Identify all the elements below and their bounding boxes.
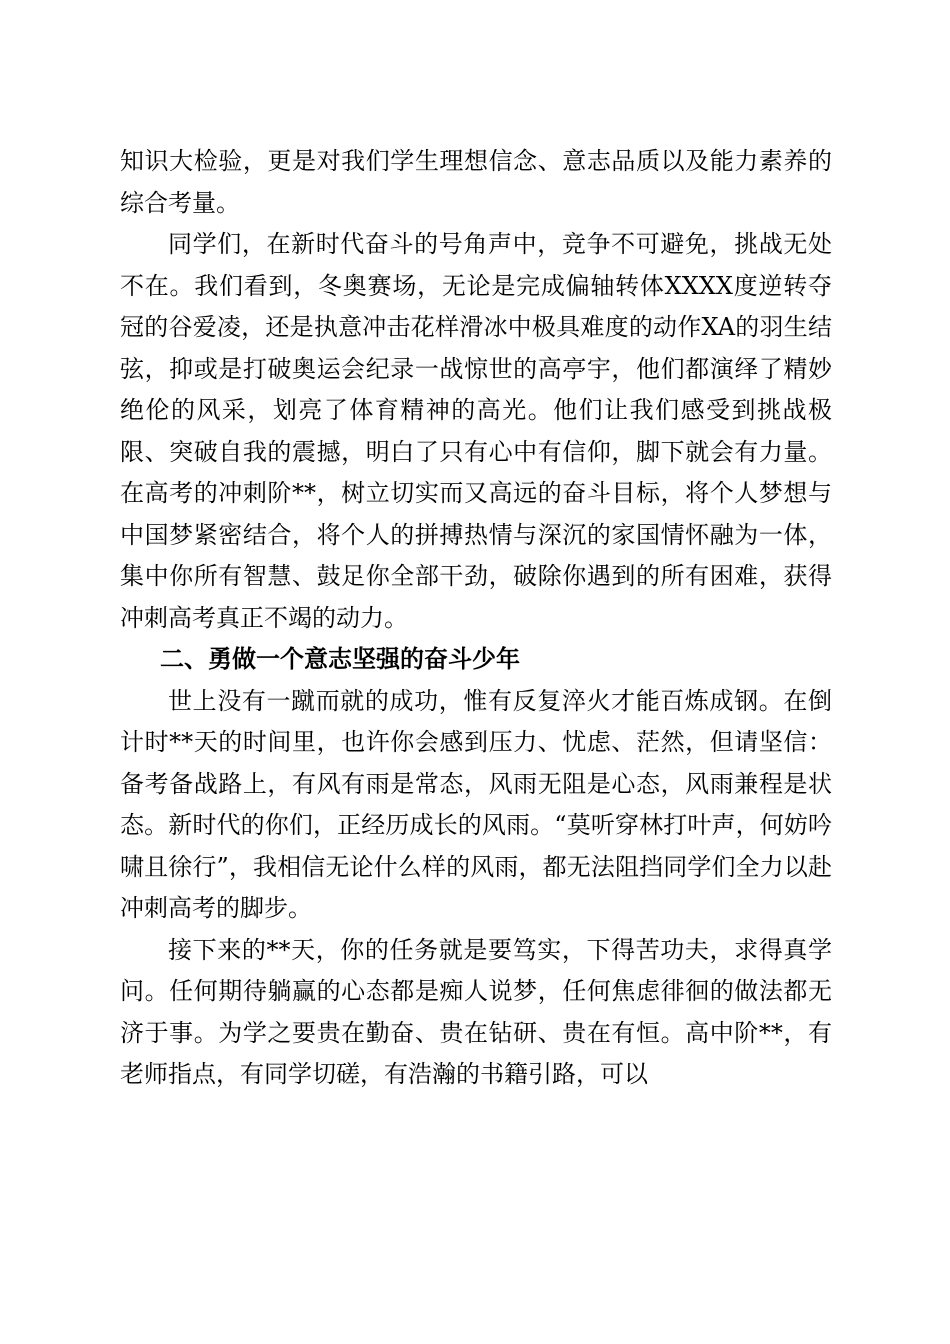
section-heading: 二、勇做一个意志坚强的奋斗少年	[160, 645, 520, 673]
paragraph-continued: 知识大检验，更是对我们学生理想信念、意志品质以及能力素养的综合考量。	[120, 147, 832, 217]
document-body	[120, 141, 832, 1096]
paragraph-challenge: 同学们，在新时代奋斗的号角声中，竞争不可避免，挑战无处不在。我们看到，冬奥赛场，无论是完成偏轴转体XXXX度逆转夺冠的谷爱凌，还是执意冲击花样滑冰中极具难度的动作XA的羽生结弦，抑或是打破奥运会纪录一战惊世的高亭宇，他们都演绎了精妙绝伦的风采，划亮了体育精神的高光。他们让我们感受到挑战极限、突破自我的震撼，明白了只有心中有信仰，脚下就会有力量。在高考的冲刺阶**，树立切实而又高远的奋斗目标，将个人梦想与中国梦紧密结合，将个人的拼搏热情与深沉的家国情怀融为一体，集中你所有智慧、鼓足你全部干劲，破除你遇到的所有困难，获得冲刺高考真正不竭的动力。	[120, 230, 832, 632]
paragraph-study: 接下来的**天，你的任务就是要笃实，下得苦功夫，求得真学问。任何期待躺赢的心态都是痴人说梦，任何焦虑徘徊的做法都无济于事。为学之要贵在勤奋、贵在钻研、贵在有恒。高中阶**，有老师指点，有同学切磋，有浩瀚的书籍引路，可以	[120, 935, 832, 1088]
paragraph-perseverance: 世上没有一蹴而就的成功，惟有反复淬火才能百炼成钢。在倒计时**天的时间里，也许你会感到压力、忧虑、茫然，但请坚信：备考备战路上，有风有雨是常态，风雨无阻是心态，风雨兼程是状态。新时代的你们，正经历成长的风雨。“莫听穿林打叶声，何妨吟啸且徐行”，我相信无论什么样的风雨，都无法阻挡同学们全力以赴冲刺高考的脚步。	[120, 686, 832, 922]
